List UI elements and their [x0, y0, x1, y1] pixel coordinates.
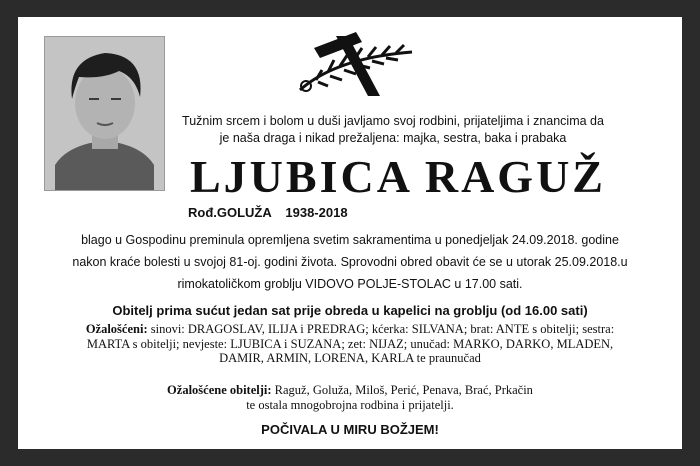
families-line-1 [38, 383, 662, 398]
families-label: Ožalošćene obitelji: [167, 383, 272, 397]
announcement-body [38, 229, 662, 295]
maiden-name: Rođ.GOLUŽA [188, 205, 272, 220]
mourners-line-2: MARTA s obitelji; nevjeste: LJUBICA i SUZANA; zet: NIJAZ; unučad: MARKO, DARKO, MLADEN, [86, 336, 614, 351]
mourners-label: Ožalošćeni: [85, 322, 148, 336]
families-line-2: te ostala mnogobrojna rodbina i prijatelji. [246, 397, 454, 412]
mourners-line-1 [38, 322, 662, 337]
cross-with-palm-icon [296, 30, 416, 98]
intro-line-1: Tužnim srcem i bolom u duši javljamo svoj rodbini, prijateljima i znancima da [182, 114, 604, 128]
birth-info [188, 205, 398, 221]
intro-line-2: je naša draga i nikad prežaljena: majka, sestra, baka i prabaka [219, 131, 567, 145]
families-list [38, 383, 662, 412]
closing-prayer: POČIVALA U MIRU BOŽJEM! [261, 422, 439, 437]
portrait-photo [44, 36, 165, 191]
intro-text [178, 113, 608, 147]
body-line-3: rimokatoličkom groblju VIDOVO POLJE-STOLAC u 17.00 sati. [177, 277, 523, 291]
visitation-note: Obitelj prima sućut jedan sat prije obreda u kapelici na groblju (od 16.00 sati) [112, 303, 588, 318]
body-line-2: nakon kraće bolesti u svojoj 81-oj. godini života. Sprovodni obred obavit će se u utorak 25.09.2018.u [72, 255, 628, 269]
obituary-card [18, 17, 682, 449]
families-text-1: Raguž, Goluža, Miloš, Perić, Penava, Brać, Prkačin [271, 383, 533, 397]
deceased-name: LJUBICA RAGUŽ [189, 151, 606, 202]
mourners-list [38, 322, 662, 366]
portrait-image [45, 37, 164, 190]
mourners-line-3: DAMIR, ARMIN, LORENA, KARLA te praunučad [219, 351, 481, 366]
life-years: 1938-2018 [285, 205, 348, 220]
mourners-text-1: sinovi: DRAGOSLAV, ILIJA i PREDRAG; kćerka: SILVANA; brat: ANTE s obitelji; sestra: [147, 322, 615, 336]
body-line-1: blago u Gospodinu preminula opremljena svetim sakramentima u ponedjeljak 24.09.2018. godine [81, 233, 619, 247]
